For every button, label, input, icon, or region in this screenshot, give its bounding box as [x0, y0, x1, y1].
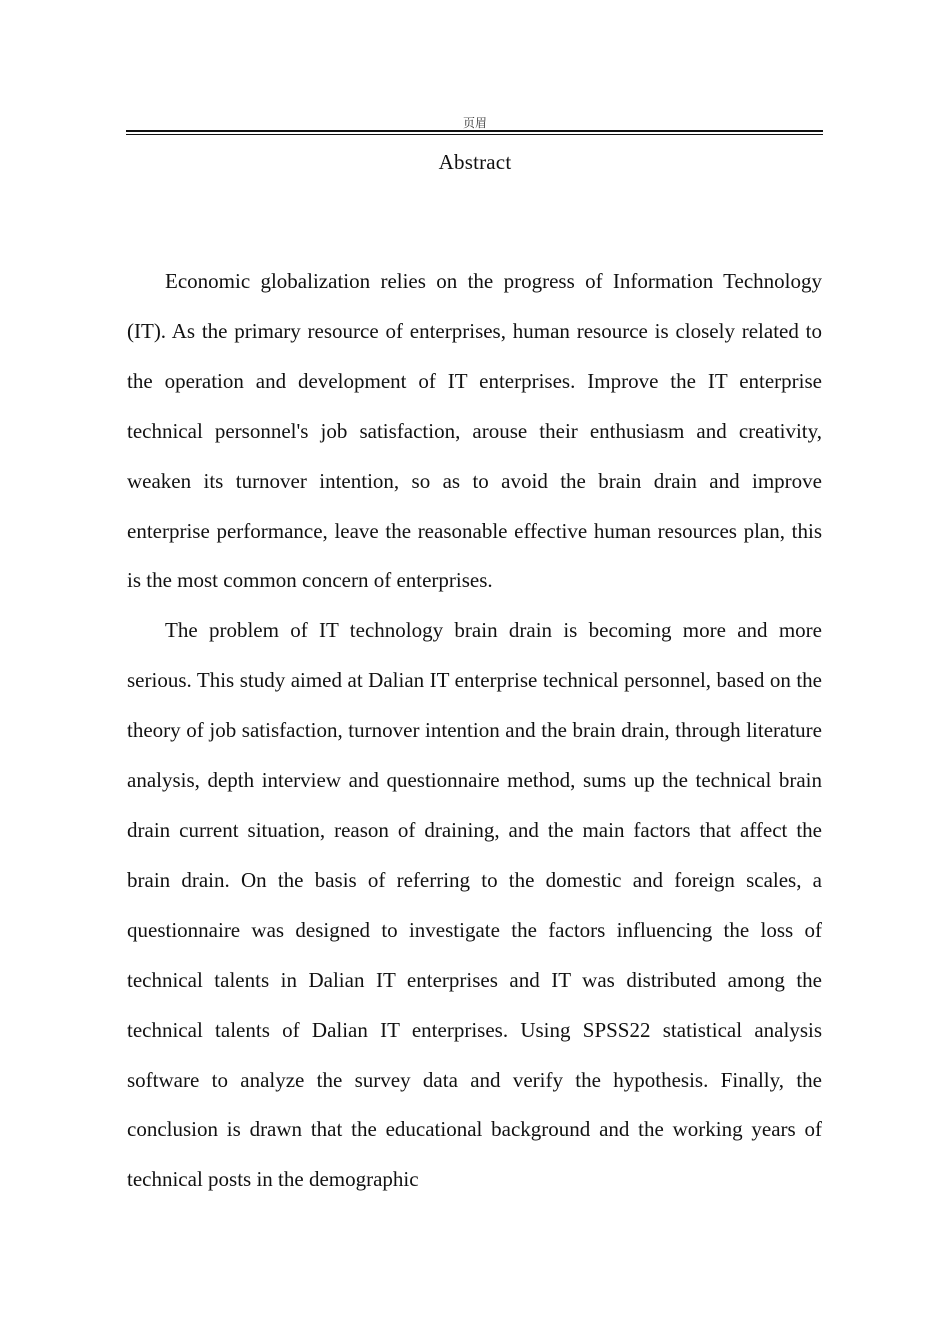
- abstract-title: Abstract: [438, 150, 512, 174]
- paragraph: The problem of IT technology brain drain is becoming more and more serious. This study aimed at Dalian IT enterprise technical personnel, based on the theory of job satisfaction, turnover intention and the brain drain, through literature analysis, depth interview and questionnaire method, sums up the technical brain drain current situation, reason of draining, and the main factors that affect the brain drain. On the basis of referring to the domestic and foreign scales, a questionnaire was designed to investigate the factors influencing the loss of technical talents in Dalian IT enterprises and IT was distributed among the technical talents of Dalian IT enterprises. Using SPSS22 statistical analysis software to analyze the survey data and verify the hypothesis. Finally, the conclusion is drawn that the educational background and the working years of technical posts in the demographic: [127, 618, 822, 1192]
- page-header: 页眉: [462, 116, 487, 130]
- header-divider: [126, 130, 823, 135]
- paragraph: Economic globalization relies on the progress of Information Technology (IT). As the primary resource of enterprises, human resource is closely related to the operation and development of IT enterprises. Improve the IT enterprise technical personnel's job satisfaction, arouse their enthusiasm and creativity, weaken its turnover intention, so as to avoid the brain drain and improve enterprise performance, leave the reasonable effective human resources plan, this is the most common concern of enterprises.: [127, 269, 822, 593]
- abstract-body: [127, 257, 822, 1205]
